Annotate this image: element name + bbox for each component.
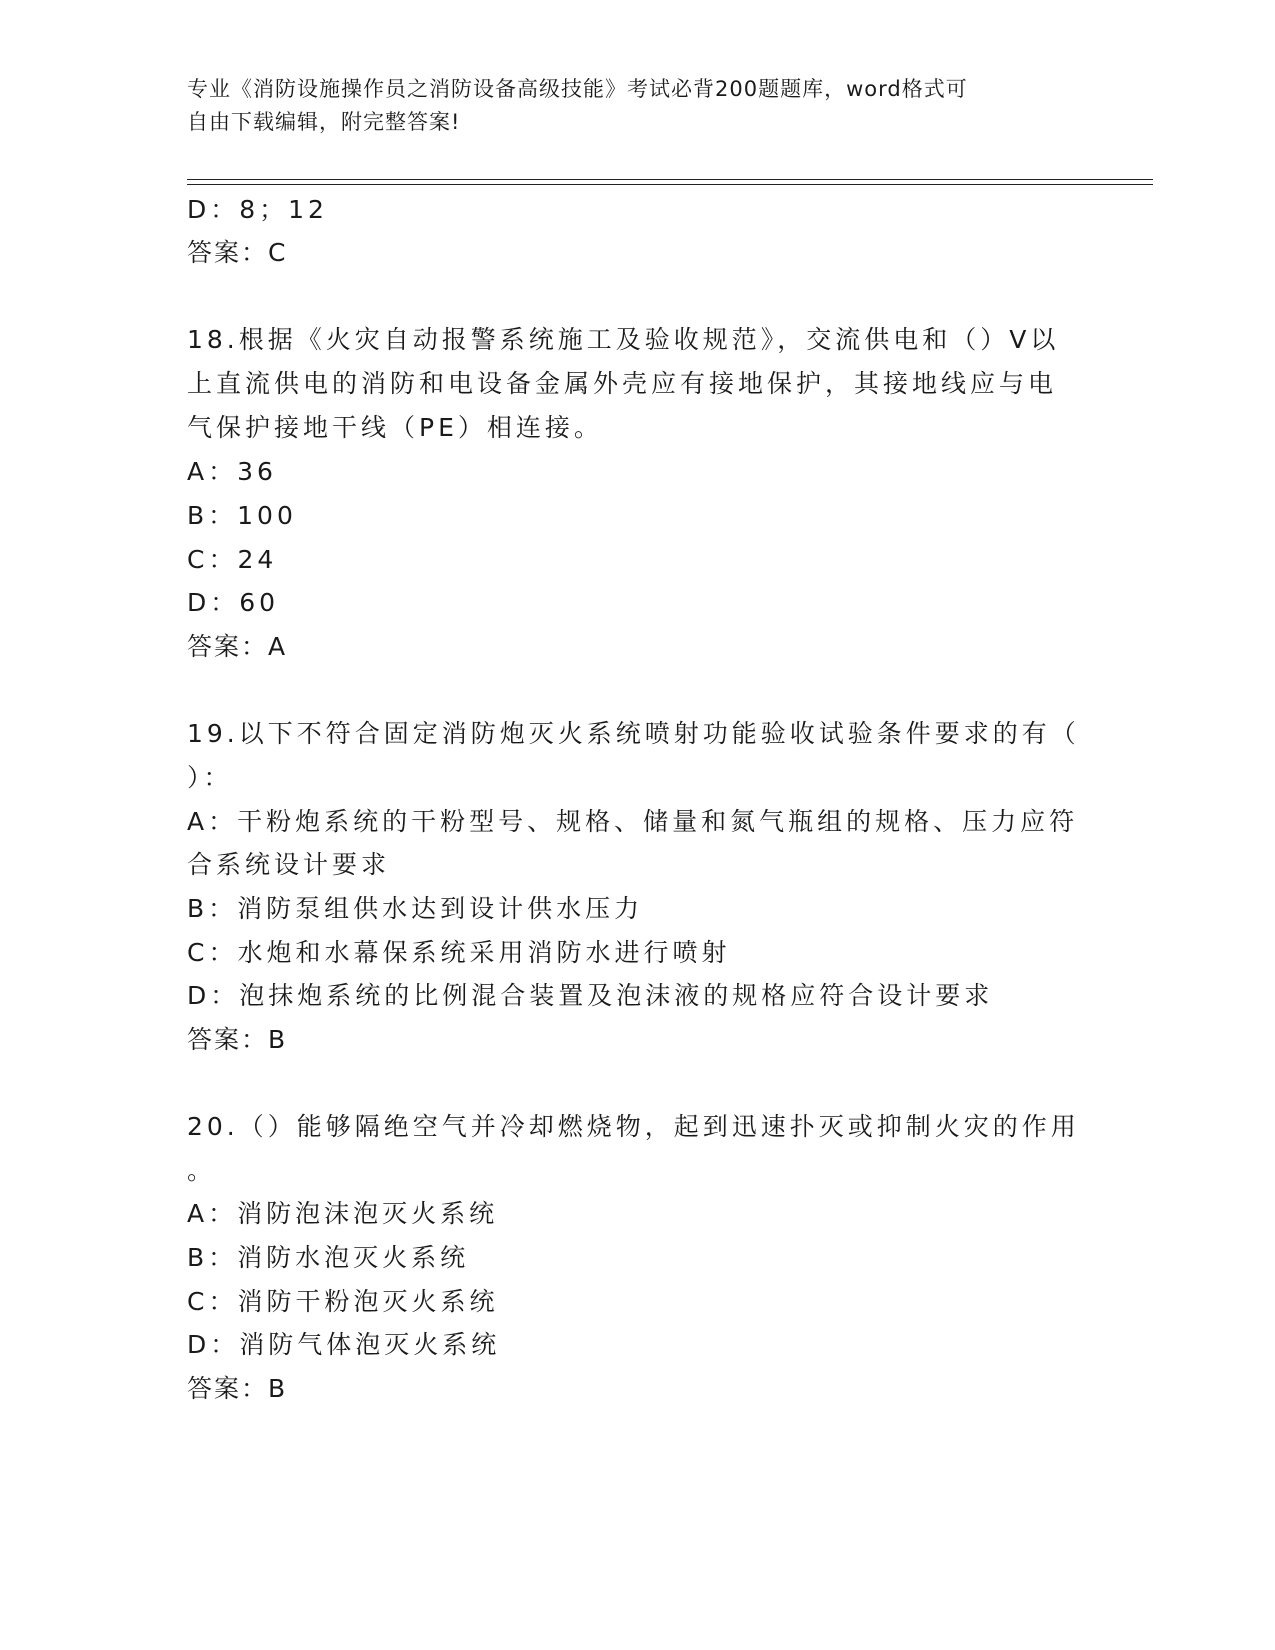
q20-answer: 答案：B	[187, 1374, 288, 1403]
q19-answer: 答案：B	[187, 1025, 288, 1054]
q20-stem-line-2: 。	[187, 1156, 217, 1185]
header-line-2: 自由下载编辑，附完整答案!	[187, 110, 461, 134]
header-line-1: 专业《消防设施操作员之消防设备高级技能》考试必背200题题库，word格式可	[187, 77, 968, 101]
q20-option-a: A：消防泡沫泡灭火系统	[187, 1199, 499, 1228]
q20-option-c: C：消防干粉泡灭火系统	[187, 1287, 499, 1316]
q18-answer: 答案：A	[187, 632, 288, 661]
header-divider-bottom	[187, 184, 1153, 185]
q18-stem-line-3: 气保护接地干线（PE）相连接。	[187, 413, 603, 442]
q18-option-b: B：100	[187, 501, 297, 530]
header-divider-top	[187, 179, 1153, 180]
q19-option-c: C：水炮和水幕保系统采用消防水进行喷射	[187, 938, 731, 967]
prev-answer: 答案：C	[187, 238, 288, 267]
q19-option-b: B：消防泵组供水达到设计供水压力	[187, 894, 644, 923]
q19-stem-line-1: 19.以下不符合固定消防炮灭火系统喷射功能验收试验条件要求的有（	[187, 719, 1080, 748]
q18-option-c: C：24	[187, 545, 278, 574]
prev-option-d: D：8；12	[187, 195, 328, 224]
q19-stem-line-2: ）：	[187, 763, 233, 792]
q18-option-d: D：60	[187, 588, 280, 617]
q19-option-a-line-2: 合系统设计要求	[187, 850, 391, 879]
q20-option-b: B：消防水泡灭火系统	[187, 1243, 470, 1272]
q18-stem-line-2: 上直流供电的消防和电设备金属外壳应有接地保护，其接地线应与电	[187, 369, 1058, 398]
q20-stem-line-1: 20.（）能够隔绝空气并冷却燃烧物，起到迅速扑灭或抑制火灾的作用	[187, 1112, 1080, 1141]
q18-option-a: A：36	[187, 457, 277, 486]
q19-option-d: D：泡抹炮系统的比例混合装置及泡沫液的规格应符合设计要求	[187, 981, 994, 1010]
q20-option-d: D：消防气体泡灭火系统	[187, 1330, 501, 1359]
document-header	[187, 73, 1087, 139]
q19-option-a-line-1: A：干粉炮系统的干粉型号、规格、储量和氮气瓶组的规格、压力应符	[187, 807, 1079, 836]
q18-stem-line-1: 18.根据《火灾自动报警系统施工及验收规范》，交流供电和（）V以	[187, 325, 1060, 354]
